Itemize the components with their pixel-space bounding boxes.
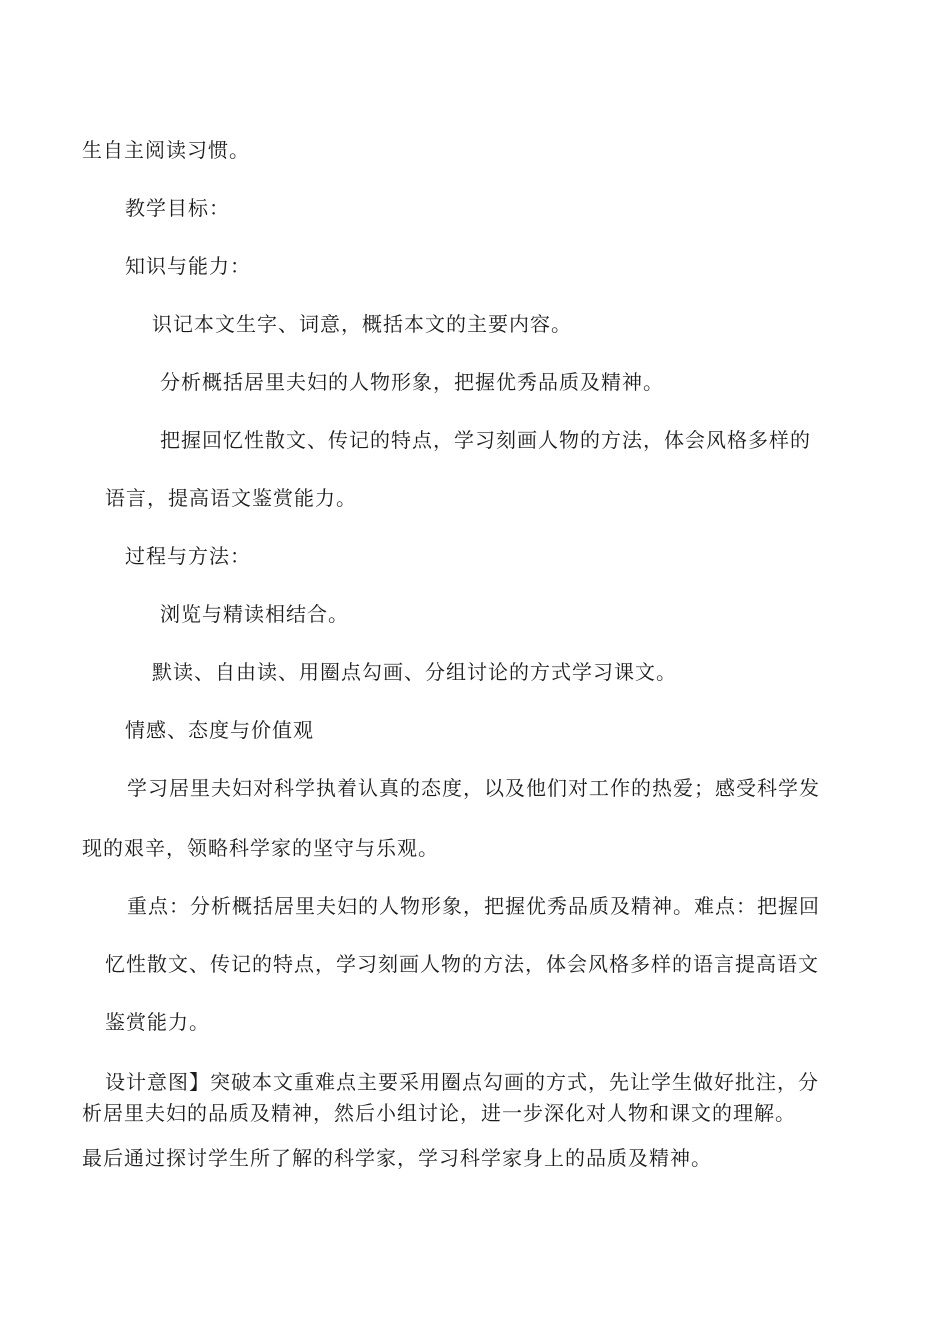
subsection-heading: 过程与方法： <box>125 544 251 568</box>
subsection-heading: 情感、态度与价值观 <box>125 718 314 742</box>
text-line: 生自主阅读习惯。 <box>82 138 250 162</box>
text-line: 浏览与精读相结合。 <box>160 602 349 626</box>
key-points-line: 重点：分析概括居里夫妇的人物形象，把握优秀品质及精神。难点：把握回 <box>127 894 820 918</box>
text-line: 识记本文生字、词意，概括本文的主要内容。 <box>152 312 572 336</box>
text-line: 语言，提高语文鉴赏能力。 <box>105 486 357 510</box>
design-intent-line: 析居里夫妇的品质及精神，然后小组讨论，进一步深化对人物和课文的理解。 <box>82 1101 796 1125</box>
subsection-heading: 知识与能力： <box>125 254 251 278</box>
section-heading: 教学目标： <box>125 196 230 220</box>
text-line: 学习居里夫妇对科学执着认真的态度，以及他们对工作的热爱；感受科学发 <box>127 776 820 800</box>
design-intent-line: 最后通过探讨学生所了解的科学家，学习科学家身上的品质及精神。 <box>82 1146 712 1170</box>
design-intent-line: 设计意图】突破本文重难点主要采用圈点勾画的方式，先让学生做好批注，分 <box>105 1070 819 1094</box>
text-line: 默读、自由读、用圈点勾画、分组讨论的方式学习课文。 <box>152 660 677 684</box>
text-line: 分析概括居里夫妇的人物形象，把握优秀品质及精神。 <box>160 370 664 394</box>
key-points-line: 忆性散文、传记的特点，学习刻画人物的方法，体会风格多样的语言提高语文 <box>105 952 819 976</box>
key-points-line: 鉴赏能力。 <box>105 1010 210 1034</box>
text-line: 把握回忆性散文、传记的特点，学习刻画人物的方法，体会风格多样的 <box>160 428 811 452</box>
text-line: 现的艰辛，领略科学家的坚守与乐观。 <box>82 836 439 860</box>
